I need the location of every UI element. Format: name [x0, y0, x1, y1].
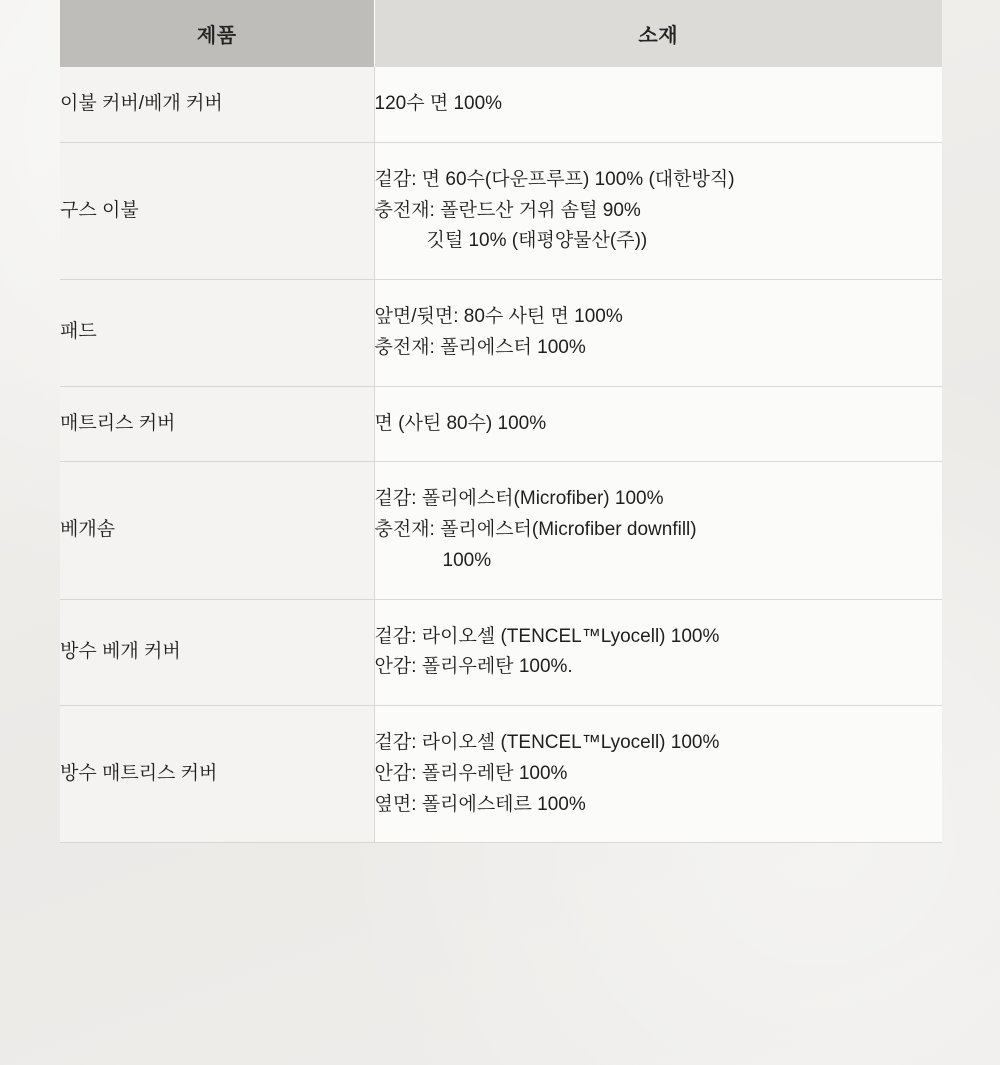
table-header	[60, 0, 942, 67]
material-line: 100%	[442, 549, 492, 571]
material-description-cell	[374, 280, 942, 387]
material-description-cell	[374, 462, 942, 599]
material-line: 겉감: 라이오셀 (TENCEL™Lyocell) 100%	[374, 732, 720, 754]
product-name-cell: 베개솜	[60, 462, 374, 599]
column-header-material: 소재	[374, 0, 942, 67]
material-line: 안감: 폴리우레탄 100%	[374, 762, 568, 784]
material-description-cell	[374, 67, 942, 142]
material-description-cell	[374, 706, 942, 843]
product-name-cell: 구스 이불	[60, 142, 374, 279]
material-line: 120수 면 100%	[374, 93, 503, 114]
product-name-cell: 방수 매트리스 커버	[60, 706, 374, 843]
material-line: 옆면: 폴리에스테르 100%	[374, 793, 586, 815]
material-line: 충전재: 폴리에스터(Microfiber downfill)	[374, 519, 697, 541]
material-line: 깃털 10% (태평양물산(주))	[426, 230, 648, 252]
table-row	[60, 599, 942, 706]
product-name-cell: 방수 베개 커버	[60, 599, 374, 706]
table-row	[60, 67, 942, 142]
material-description-cell	[374, 142, 942, 279]
table-row	[60, 706, 942, 843]
product-name-cell: 이불 커버/베개 커버	[60, 67, 374, 142]
table-row	[60, 280, 942, 387]
material-line: 겉감: 라이오셀 (TENCEL™Lyocell) 100%	[374, 625, 720, 647]
material-description-cell	[374, 386, 942, 462]
column-header-product: 제품	[60, 0, 374, 67]
material-line: 충전재: 폴란드산 거위 솜털 90%	[374, 199, 641, 221]
material-line: 앞면/뒷면: 80수 사틴 면 100%	[374, 306, 623, 328]
material-line: 충전재: 폴리에스터 100%	[374, 336, 586, 358]
material-line: 겉감: 폴리에스터(Microfiber) 100%	[374, 488, 664, 510]
material-line: 안감: 폴리우레탄 100%.	[374, 656, 573, 678]
material-line: 겉감: 면 60수(다운프루프) 100% (대한방직)	[374, 168, 735, 190]
table-row	[60, 462, 942, 599]
table-body	[60, 67, 942, 843]
product-name-cell: 패드	[60, 280, 374, 387]
table-header-row	[60, 0, 942, 67]
material-description-cell	[374, 599, 942, 706]
product-name-cell: 매트리스 커버	[60, 386, 374, 462]
material-line: 면 (사틴 80수) 100%	[374, 412, 547, 434]
table-row	[60, 386, 942, 462]
product-material-table	[60, 0, 942, 843]
table-row	[60, 142, 942, 279]
